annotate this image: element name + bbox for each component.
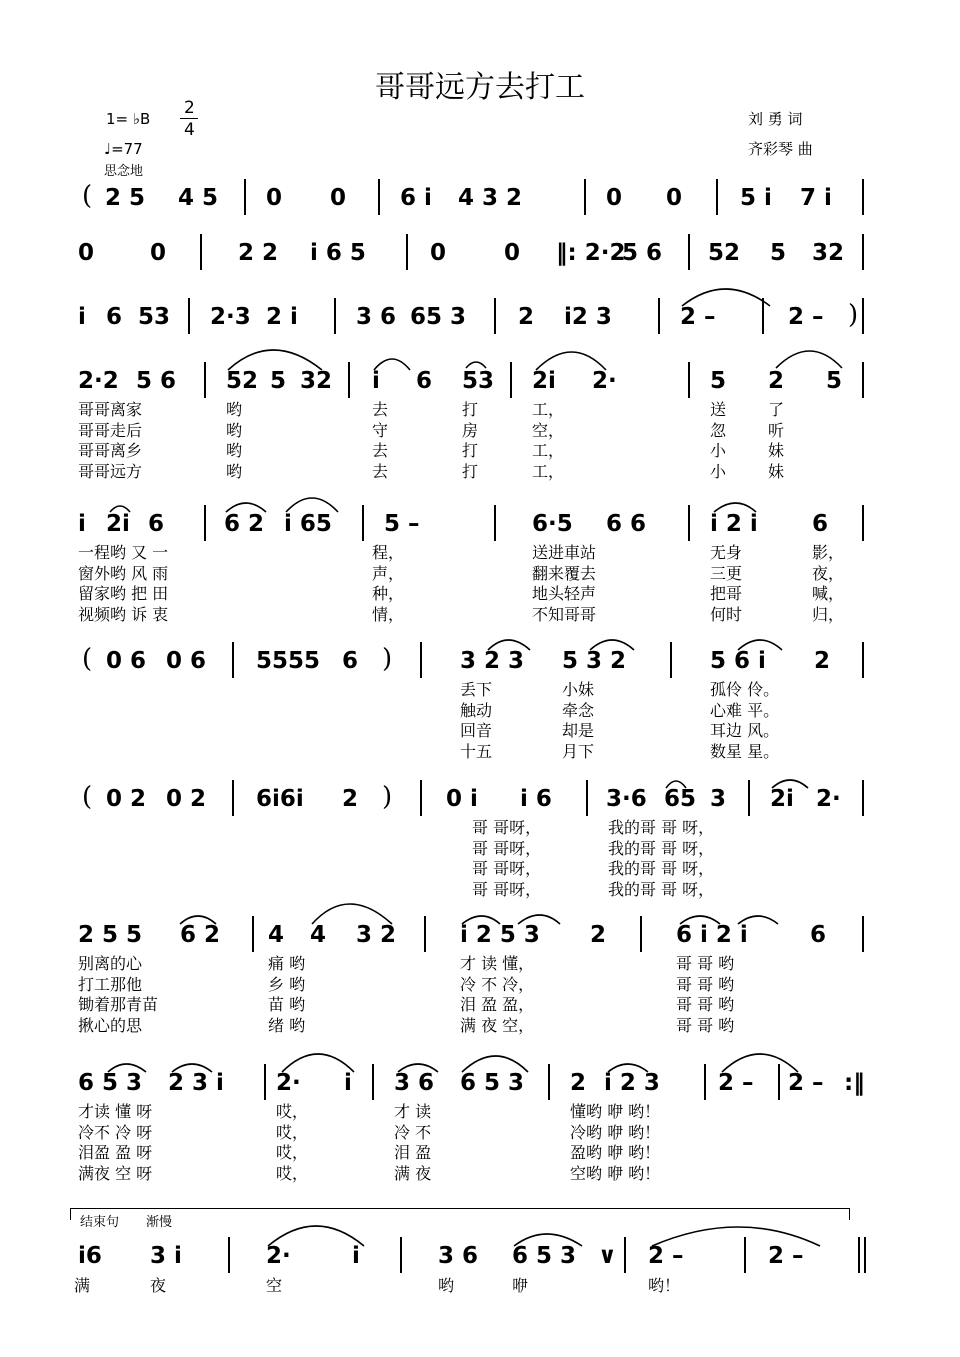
tempo-marking: ♩=77 xyxy=(104,140,143,158)
note-group: 2 xyxy=(342,786,359,812)
lyric-text: 才 读 懂， xyxy=(460,954,535,973)
note-group: i 2 i xyxy=(710,511,758,537)
slur xyxy=(398,1064,438,1072)
note-group: i xyxy=(352,1243,360,1269)
note-group: 6 i 2 i xyxy=(676,922,748,948)
slur xyxy=(590,640,634,650)
lyric-text: 哟 xyxy=(226,400,243,419)
lyric-text: 我的哥 哥 呀， xyxy=(608,838,715,858)
note-group: 5 xyxy=(770,240,787,266)
lyric-text: 打 xyxy=(462,400,479,419)
note-group: 0 xyxy=(430,240,447,266)
note-group: 6 2 xyxy=(224,511,265,537)
repeat-paren: ( xyxy=(82,644,93,674)
note-group: 3 6 xyxy=(356,304,397,330)
note-group: 7 i xyxy=(800,185,832,211)
note-group: 2· xyxy=(266,1243,291,1269)
lyric-text: 回音 xyxy=(460,721,493,740)
note-group: 5555 xyxy=(256,648,321,674)
note-group: 6 xyxy=(148,511,165,537)
lyric-text: 懂哟 咿 哟！ xyxy=(570,1102,661,1121)
note-group: 6 xyxy=(106,304,123,330)
note-group: 2i xyxy=(770,786,794,812)
repeat-paren: ( xyxy=(82,782,93,812)
lyric-text: 却是 xyxy=(562,721,595,740)
slur xyxy=(682,289,770,306)
slur xyxy=(172,1064,212,1072)
note-group: 6 2 xyxy=(180,922,221,948)
note-group: 2· xyxy=(816,786,841,812)
lyric-text: 盈哟 咿 哟！ xyxy=(570,1143,661,1162)
note-group: 2i xyxy=(532,368,556,394)
lyric-text: 留家哟 把 田 xyxy=(78,584,169,603)
lyric-text: 小妹 xyxy=(562,680,595,699)
repeat-paren: ) xyxy=(382,644,393,674)
lyric-text: 冷 不 xyxy=(394,1122,432,1142)
note-group: 5 xyxy=(826,368,843,394)
lyric-text: 工， xyxy=(532,461,565,481)
note-group: 3·6 xyxy=(606,786,647,812)
lyric-text: 打 xyxy=(462,461,479,481)
note-group: 2· xyxy=(592,368,617,394)
slur xyxy=(268,1226,364,1246)
lyric-text: 哥 哥 哟 xyxy=(676,954,735,973)
lyric-text: 咿 xyxy=(512,1276,529,1295)
lyric-text: 听 xyxy=(768,420,785,440)
note-group: 0 xyxy=(266,185,283,211)
lyric-text: 哥 哥 哟 xyxy=(676,1015,735,1035)
lyricist-credit: 刘 勇 词 xyxy=(748,110,803,128)
slur xyxy=(652,1227,820,1246)
lyric-text: 别离的心 xyxy=(78,954,143,973)
lyric-text: 送 xyxy=(710,400,727,419)
note-group: 2 xyxy=(590,922,607,948)
slur xyxy=(466,362,486,368)
note-group: 2 xyxy=(768,368,785,394)
lyric-text: 痛 哟 xyxy=(268,954,306,973)
lyric-text: 妹 xyxy=(768,441,785,460)
lyric-text: 满夜 空 呀 xyxy=(78,1163,153,1183)
ending-tempo: 渐慢 xyxy=(146,1215,173,1230)
note-group: 0 i xyxy=(446,786,478,812)
slur xyxy=(282,1054,354,1072)
note-group: 5 xyxy=(710,368,727,394)
lyric-text: 泪盈 盈 呀 xyxy=(78,1143,153,1162)
lyric-text: 才读 懂 呀 xyxy=(78,1102,153,1121)
lyric-text: 哥 哥呀， xyxy=(472,818,542,837)
note-group: 6 xyxy=(810,922,827,948)
lyric-text: 哥 哥 哟 xyxy=(676,995,735,1014)
lyric-text: 冷不 冷 呀 xyxy=(78,1122,153,1142)
lyric-text: 锄着那青苗 xyxy=(78,995,159,1014)
note-group: 4 5 xyxy=(178,185,219,211)
lyric-text: 何时 xyxy=(710,604,743,624)
lyric-text: 哥哥离乡 xyxy=(78,441,143,460)
note-group: 2·3 xyxy=(210,304,251,330)
lyric-text: 工， xyxy=(532,400,565,419)
lyric-text: 情， xyxy=(372,604,405,624)
lyric-text: 绪 哟 xyxy=(268,1015,306,1035)
note-group: 4 xyxy=(310,922,327,948)
lyric-text: 送进車站 xyxy=(532,543,597,562)
lyric-text: 去 xyxy=(372,461,389,481)
note-group: 2i xyxy=(106,511,130,537)
lyric-text: 我的哥 哥 呀， xyxy=(608,818,715,837)
lyric-text: 哟 xyxy=(226,461,243,481)
lyric-text: 哟！ xyxy=(648,1276,681,1295)
note-group: i2 3 xyxy=(564,304,612,330)
slur xyxy=(488,640,530,650)
note-group: 32 xyxy=(300,368,333,394)
slur xyxy=(228,350,322,370)
lyric-text: 哎， xyxy=(276,1102,309,1121)
lyric-text: 满 xyxy=(74,1276,91,1295)
note-group: 5 – xyxy=(384,511,420,537)
composer-credit: 齐彩琴 曲 xyxy=(748,140,813,158)
note-group: 52 xyxy=(708,240,741,266)
lyric-text: 月下 xyxy=(562,741,595,761)
note-group: 0 xyxy=(78,240,95,266)
note-group: 53 xyxy=(138,304,171,330)
lyric-text: 影， xyxy=(812,543,845,562)
expression-marking: 思念地 xyxy=(104,164,144,179)
lyric-text: 不知哥哥 xyxy=(532,604,597,624)
note-group: 2 5 5 xyxy=(78,922,143,948)
lyric-text: 冷哟 咿 哟！ xyxy=(570,1122,661,1142)
lyric-text: 去 xyxy=(372,400,389,419)
slur xyxy=(666,781,686,788)
note-group: 0 6 xyxy=(166,648,207,674)
slur xyxy=(312,904,392,924)
slur xyxy=(714,503,756,512)
lyric-text: 房 xyxy=(462,420,479,440)
note-group: i xyxy=(78,511,86,537)
lyric-text: 哥 哥呀， xyxy=(472,879,542,899)
lyric-text: 哥哥离家 xyxy=(78,400,143,419)
note-group: 3 i xyxy=(150,1243,182,1269)
lyric-text: 哥 哥呀， xyxy=(472,838,542,858)
note-group: 2 3 i xyxy=(168,1070,224,1096)
note-group: 2 2 xyxy=(238,240,279,266)
lyric-text: 哥 哥呀， xyxy=(472,859,542,878)
lyric-text: 我的哥 哥 呀， xyxy=(608,879,715,899)
page-title: 哥哥远方去打工 xyxy=(375,70,585,105)
lyric-text: 守 xyxy=(372,420,389,440)
lyric-text: 程， xyxy=(372,543,405,562)
slur xyxy=(514,1234,582,1246)
lyric-text: 哥哥远方 xyxy=(78,461,143,481)
note-group: 0 xyxy=(666,185,683,211)
note-group: 6 xyxy=(812,511,829,537)
note-group: 2 – xyxy=(788,1070,824,1096)
lyric-text: 哟 xyxy=(438,1276,455,1295)
lyric-text: 喊， xyxy=(812,584,845,603)
note-group: 6 i xyxy=(400,185,432,211)
note-group: 0 2 xyxy=(166,786,207,812)
lyric-text: 哟 xyxy=(226,441,243,460)
lyric-text: 泪 盈 xyxy=(394,1143,432,1162)
slur xyxy=(110,506,130,512)
note-group: i 6 xyxy=(520,786,552,812)
lyric-text: 孤伶 伶。 xyxy=(710,680,780,699)
slur xyxy=(722,1054,798,1072)
lyric-text: 去 xyxy=(372,441,389,460)
repeat-paren: ) xyxy=(848,300,859,330)
note-group: 6 5 3 xyxy=(78,1070,143,1096)
lyric-text: 妹 xyxy=(768,461,785,481)
lyric-text: 了 xyxy=(768,400,785,419)
ending-label: 结束句 xyxy=(80,1215,120,1230)
slur xyxy=(608,1064,648,1072)
lyric-text: 声， xyxy=(372,563,405,583)
note-group: 3 xyxy=(710,786,727,812)
lyric-text: 窗外哟 风 雨 xyxy=(78,563,169,583)
note-group: 0 xyxy=(606,185,623,211)
slur xyxy=(680,916,720,924)
lyric-text: 小 xyxy=(710,461,727,481)
note-group: 6 xyxy=(416,368,433,394)
lyric-text: 空， xyxy=(532,420,565,440)
lyric-text: 夜 xyxy=(150,1276,167,1295)
time-signature-bottom: 4 xyxy=(184,120,195,140)
lyric-text: 牵念 xyxy=(562,700,595,720)
repeat-paren: ( xyxy=(82,181,93,211)
lyric-text: 把哥 xyxy=(710,584,743,603)
lyric-text: 三更 xyxy=(710,563,743,583)
note-group: i 2 3 xyxy=(604,1070,660,1096)
note-group: 6i6i xyxy=(256,786,304,812)
lyric-text: 忽 xyxy=(710,420,727,440)
note-group: 4 3 2 xyxy=(458,185,523,211)
note-group: 0 xyxy=(150,240,167,266)
lyric-text: 打工那他 xyxy=(78,974,143,994)
time-signature-top: 2 xyxy=(184,98,195,118)
slur xyxy=(108,1064,146,1072)
lyric-text: 心难 平。 xyxy=(710,700,780,720)
slur xyxy=(286,498,338,512)
lyric-text: 苗 哟 xyxy=(268,995,306,1014)
note-group: i6 xyxy=(78,1243,102,1269)
note-group: ‖: 2·2 xyxy=(556,240,626,266)
note-group: 2 xyxy=(814,648,831,674)
lyric-text: 空哟 咿 哟！ xyxy=(570,1163,661,1183)
note-group: 0 6 xyxy=(106,648,147,674)
note-group: 3 2 xyxy=(356,922,397,948)
lyric-text: 工， xyxy=(532,441,565,460)
note-group: 6·5 xyxy=(532,511,573,537)
note-group: 5 xyxy=(270,368,287,394)
slur xyxy=(772,780,808,788)
slur xyxy=(536,352,606,370)
note-group: 2 xyxy=(518,304,535,330)
note-group: 2· xyxy=(276,1070,301,1096)
note-group: 5 i xyxy=(740,185,772,211)
lyric-text: 丢下 xyxy=(460,680,493,699)
note-group: 2 i xyxy=(266,304,298,330)
lyric-text: 打 xyxy=(462,441,479,460)
note-group: 32 xyxy=(812,240,845,266)
lyric-text: 地头轻声 xyxy=(532,584,597,603)
note-group: 2 xyxy=(570,1070,587,1096)
repeat-paren: ) xyxy=(382,782,393,812)
lyric-text: 翻来覆去 xyxy=(532,563,597,583)
note-group: 53 xyxy=(462,368,495,394)
lyric-text: 哎， xyxy=(276,1122,309,1142)
lyric-text: 冷 不 冷， xyxy=(460,974,535,994)
note-group: 3 6 xyxy=(394,1070,435,1096)
lyric-text: 小 xyxy=(710,441,727,460)
lyric-text: 一程哟 又 一 xyxy=(78,543,169,562)
note-group: 6 5 3 xyxy=(460,1070,525,1096)
note-group: i 6 5 xyxy=(310,240,366,266)
lyric-text: 耳边 风。 xyxy=(710,721,780,740)
lyric-text: 空 xyxy=(266,1276,283,1295)
slur xyxy=(462,916,500,924)
slur xyxy=(462,1056,528,1072)
lyric-text: 十五 xyxy=(460,741,493,761)
lyric-text: 视频哟 诉 衷 xyxy=(78,604,169,624)
lyric-text: 归， xyxy=(812,604,845,624)
note-group: 2 5 xyxy=(105,185,146,211)
note-group: 6 6 xyxy=(606,511,647,537)
lyric-text: 数星 星。 xyxy=(710,741,780,761)
note-group: 4 xyxy=(268,922,285,948)
note-group: 2 – xyxy=(648,1243,684,1269)
note-group: 2 – xyxy=(788,304,824,330)
lyric-text: 哥哥走后 xyxy=(78,420,143,440)
slur xyxy=(518,915,560,924)
lyric-text: 满 夜 xyxy=(394,1163,432,1183)
note-group: i xyxy=(372,368,380,394)
slur xyxy=(738,916,778,924)
note-group: i 65 xyxy=(284,511,332,537)
note-group: i 2 5 3 xyxy=(460,922,540,948)
lyric-text: 夜， xyxy=(812,563,845,583)
slur xyxy=(738,640,782,650)
key-signature: 1= ♭B xyxy=(106,110,151,128)
lyric-text: 哥 哥 哟 xyxy=(676,974,735,994)
lyric-text: 触动 xyxy=(460,700,493,720)
lyric-text: 泪 盈 盈， xyxy=(460,995,535,1014)
lyric-text: 乡 哟 xyxy=(268,974,306,994)
note-group: 3 6 xyxy=(438,1243,479,1269)
slur xyxy=(374,359,410,370)
lyric-text: 揪心的思 xyxy=(78,1015,143,1035)
note-group: 0 2 xyxy=(106,786,147,812)
lyric-text: 哟 xyxy=(226,420,243,440)
lyric-text: 种， xyxy=(372,584,405,603)
note-group: 5 3 2 xyxy=(562,648,627,674)
note-group: 6 xyxy=(342,648,359,674)
note-group: 3 2 3 xyxy=(460,648,525,674)
note-group: 2·2 xyxy=(78,368,119,394)
lyric-text: 哎， xyxy=(276,1143,309,1162)
note-group: 2 – xyxy=(680,304,716,330)
note-group: 65 xyxy=(664,786,697,812)
note-group: 5 6 xyxy=(622,240,663,266)
note-group: 52 xyxy=(226,368,259,394)
slur xyxy=(226,503,266,512)
note-group: 65 3 xyxy=(410,304,467,330)
note-group: 6 5 3 xyxy=(512,1243,577,1269)
lyric-text: 才 读 xyxy=(394,1102,432,1121)
note-group: ∨ xyxy=(598,1243,617,1269)
lyric-text: 满 夜 空， xyxy=(460,1015,535,1035)
note-group: i xyxy=(344,1070,352,1096)
slur xyxy=(776,351,842,368)
lyric-text: 无身 xyxy=(710,543,743,562)
slur xyxy=(180,916,216,924)
lyric-text: 哎， xyxy=(276,1163,309,1183)
note-group: i xyxy=(78,304,86,330)
note-group: 0 xyxy=(504,240,521,266)
note-group: 2 – xyxy=(768,1243,804,1269)
note-group: 5 6 i xyxy=(710,648,766,674)
note-group: 5 6 xyxy=(136,368,177,394)
note-group: :‖ xyxy=(844,1070,865,1096)
note-group: 2 – xyxy=(718,1070,754,1096)
lyric-text: 我的哥 哥 呀， xyxy=(608,859,715,878)
note-group: 0 xyxy=(330,185,347,211)
